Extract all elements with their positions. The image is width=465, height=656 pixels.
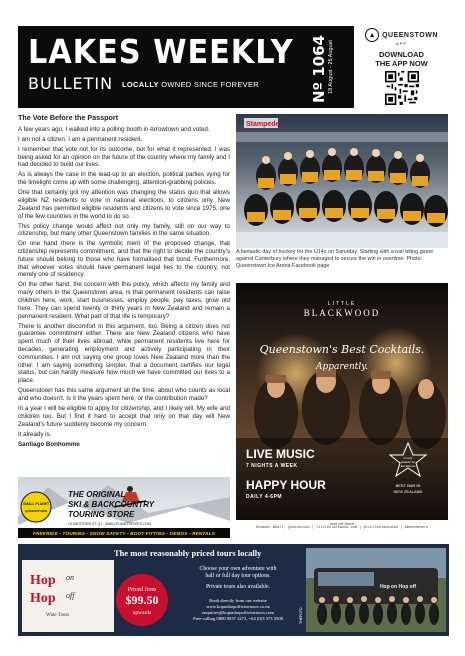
- app-cta: [375, 50, 428, 68]
- rink-sign: Stampede: [246, 121, 280, 128]
- badge-mid: Awards for: [400, 460, 416, 464]
- lb-footer-text: Steamer Wharf, Queenstown | littleblackwood.com | @littleblackwood | #meetmehere: [255, 526, 429, 530]
- hop-body-1: Choose your own adventure with: [199, 566, 277, 572]
- small-planet-strip: FREERIDE - TOURING - SNOW SAFETY - BOOT FITTING - DEMOS - RENTALS: [18, 528, 230, 538]
- app-cta-line2: THE APP NOW: [375, 59, 428, 68]
- masthead: [18, 26, 449, 108]
- lb-footer-script: - until we leave -: [327, 521, 357, 526]
- hop-contact-3: enquiries@hoponhopoffwinetours.com: [202, 610, 274, 615]
- lb-music-title: LIVE MUSIC: [246, 447, 315, 461]
- little-blackwood-artwork: [236, 283, 448, 520]
- little-blackwood-ad[interactable]: [236, 283, 448, 520]
- article-author: Santiago Bonhomme: [18, 440, 80, 448]
- hop-brand-2: Hop: [30, 591, 56, 606]
- little-blackwood-footer: [236, 521, 448, 533]
- hop-headline: The most reasonably priced tours locally: [114, 548, 262, 558]
- article-paragraph: On the other hand, the concern with this policy, which affects my family and many others in the Queenstown area, is that permanent residents can raise children here, work, start businesses, employ people, pay taxes, grow old here. They can spend twenty or thirty years in New Zealand and remain a permanent resident. What part of that life is temporary?: [18, 281, 230, 320]
- tour-group-photo: [306, 548, 446, 632]
- best-bar-2: NEW ZEALAND: [393, 489, 423, 494]
- hop-brand-1: Hop: [30, 573, 56, 588]
- hop-brand-sub: Wine Tours: [46, 613, 70, 618]
- article-paragraph: This policy change would affect not only my family, still on our way to citizenship, but many other Queenstown families in the same situation.: [18, 222, 230, 238]
- sp-logo-top: SMALL PLANET: [22, 502, 50, 506]
- article-paragraph: One that certainly got my attention was changing the status quo that allows eligible NZ residents to vote in national elections, to citizens only. New Zealand has permitted eligible residents and citizens to vote since 1975, one of the few countries in the world to do so.: [18, 189, 230, 220]
- article-paragraph: It already is.: [18, 430, 52, 438]
- app-brand-sub: APP: [395, 41, 407, 46]
- sp-line1: THE ORIGINAL: [68, 490, 126, 499]
- hop-brand-off: off: [66, 591, 75, 600]
- lb-happy-sub: DAILY 4-6PM: [246, 494, 283, 500]
- masthead-banner: [18, 26, 354, 108]
- article-paragraph: In a year I will be eligible to apply for citizenship, and I likely will. My wife and children too. But I find it hard to accept that only on that day will New Zealand's future suddenly become my concern.: [18, 404, 230, 428]
- hop-price-from: Priced from: [127, 587, 157, 593]
- masthead-tagline: [122, 80, 259, 89]
- hop-contact-4: Free-calling 0800 0937 2273, +64 (0)3 373 5508: [193, 616, 283, 621]
- article-paragraph: A few years ago, I walked into a polling booth in Arrowtown and voted.: [18, 125, 210, 133]
- qr-code-icon[interactable]: [385, 71, 419, 105]
- lb-script-line1: Queenstown's Best Cocktails.: [259, 343, 425, 356]
- app-brand: QUEENSTOWN: [382, 31, 438, 39]
- sp-line2: SKI & BACKCOUNTRY: [68, 500, 155, 509]
- app-promo[interactable]: [354, 26, 449, 108]
- lb-script-line2: Apparently.: [315, 362, 369, 372]
- hop-price: $99.50: [125, 593, 159, 607]
- article-paragraph: As is always the case in the lead-up to an election, political parties vying for the limelight come up with some challenging, attention-grabbing policies.: [18, 171, 230, 187]
- app-cta-line1: DOWNLOAD: [378, 50, 424, 59]
- article-heading: The Vote Before the Passport: [18, 113, 119, 122]
- article-paragraph: There is another discomfort in this argument, too. Being a citizen does not guarantee commitment either. There are New Zealand citizens who have spent much of their lives abroad, while permanent residents live here for decades, generating employment and actively participating in their communities. I am not saying one group loves New Zealand more than the other. I am saying something simpler, that a document certifies our legal status, but can hardly measure how much we have committed our lives to a place.: [18, 322, 230, 385]
- tagline-rest: OWNED SINCE FOREVER: [158, 80, 260, 89]
- tagline-bold: LOCALLY: [122, 80, 159, 89]
- queenstown-app-logo: [365, 28, 438, 42]
- sp-logo-bot: QUEENSTOWN: [25, 509, 47, 513]
- article-paragraph: I am not a citizen. I am a permanent resident.: [18, 135, 143, 143]
- hockey-team-illustration: [236, 114, 448, 248]
- mountain-icon: ▲: [365, 28, 379, 42]
- badge-bot: Excellence: [400, 464, 416, 468]
- issue-block: [303, 34, 349, 104]
- article-paragraph: Queenstown has this same argument all the time, about who counts as local and who doesn't. Is it the years spent here, or the contribution made?: [18, 387, 230, 402]
- article: [18, 114, 230, 451]
- lb-happy-title: HAPPY HOUR: [246, 478, 326, 492]
- lb-name: BLACKWOOD: [303, 308, 381, 318]
- masthead-subtitle: BULLETIN: [28, 74, 114, 93]
- issue-dates: 18 August - 25 August: [327, 40, 334, 94]
- masthead-title: LAKES WEEKLY: [28, 32, 294, 71]
- hop-on-artwork: [18, 544, 449, 636]
- hockey-team-photo: [236, 114, 448, 248]
- lb-name-top: LITTLE: [327, 301, 357, 307]
- sp-address: 15 SHOTOVER ST, QT - SMALLPLANETSPORTS.COM: [68, 522, 151, 526]
- hop-on-hop-off-ad[interactable]: [18, 544, 449, 636]
- van-text: Hop on Hop off: [379, 584, 417, 590]
- lb-music-sub: 7 NIGHTS A WEEK: [246, 463, 298, 469]
- hop-body-2: half or full day tour options.: [205, 573, 271, 579]
- badge-top: Lonely: [403, 456, 413, 460]
- article-paragraph: On one hand there is the symbolic merit of the proposed change, that citizenship represents commitment, and that the right to decide the country's future should belong to those who have formalised that bond. Furthermore, that whoever votes should have permanent legal ties to the country, not merely one of residency.: [18, 240, 230, 279]
- hop-body-3: Private tours also available.: [205, 584, 271, 590]
- sp-line3: TOURING STORE: [68, 510, 135, 519]
- hop-price-unit: upwards: [132, 610, 152, 616]
- photo-caption: A fantastic day of hockey for the U14s on Saturday. Starting with a nail biting game against Canterbury where they managed to secure the win in overtime. Photo: Queenstown Ice Arena Facebook page: [236, 249, 434, 269]
- best-bar: BEST BAR IN: [395, 483, 421, 488]
- hop-brand-on: on: [66, 573, 74, 582]
- hop-contact-1: Book directly from our website: [209, 598, 267, 603]
- issue-number: Nº 1064: [309, 35, 328, 103]
- article-paragraph: I remember that vote not for its outcome, but for what it represented. I was being asked for an opinion on the future of the country where my family and I had decided to build our lives.: [18, 145, 230, 169]
- hop-contact-2: www.hoponhopoffwinetours.co.nz: [206, 604, 270, 609]
- hop-rotated-text: THEFOTO: [299, 607, 303, 624]
